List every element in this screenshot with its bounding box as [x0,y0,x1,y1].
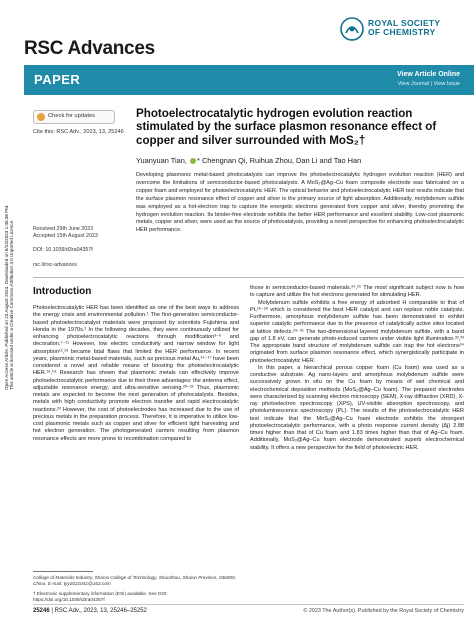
doi[interactable]: DOI: 10.1039/d3ra04357f [33,246,93,253]
page-footer-left [33,608,147,614]
author-list [136,156,464,165]
body-paragraph: Molybdenum sulfide exhibits a free energy of adsorbed H comparable to that of Pt,²⁶⁻²⁸ which is considered the best HER catalyst and can replace noble catalysts. Furthermore, amorphous molybdenum sulfide has been demonstrated to exhibit superior catalytic performance due to the presence of catalytically active sites located at lattice defects.²⁹⁻³¹ The two-dimensional layered molybdenum sulfide, with a band gap of 1.8 eV, can generate photo-induced carriers under visible light illumination.³²,³³ The appropriate band structure of molybdenum sulfide can trap the hot electrons³⁴ originated from surface plasmon resonance effect, which synergistically participate in photoelectrocatalytic HER. [250,299,464,364]
view-journal-issue-links[interactable]: View Journal | View Issue [397,81,460,87]
article-title: Photoelectrocatalytic hydrogen evolution reaction stimulated by the surface plasmon resonance effect of copper and silver surrounded with MoS₂† [136,107,437,147]
co-authors[interactable]: * Chengnan Qi, Ruihua Zhou, Dan Li and Tao Han [197,156,362,165]
orcid-icon[interactable] [190,158,196,164]
affiliation-footnote: College of Materials Industry, Shanxi College of Technology, Shuozhou, Shanxi Province, 036000, China. E-mail: tyy2021041@163.com [33,575,236,586]
received-date: Received 29th June 2023 [33,226,94,232]
update-check-icon [37,113,45,121]
right-column [250,285,464,452]
section-divider [33,277,464,278]
rsc-logo-icon [340,17,364,41]
open-access-notice[interactable]: Open Access Article. Published on 23 August 2023. Downloaded on 8/24/2023 1:46:36 PM. [4,204,9,390]
left-column [33,305,239,443]
view-article-online-link[interactable]: View Article Online [396,71,460,78]
copyright-notice: © 2023 The Author(s). Published by the Royal Society of Chemistry [303,608,464,614]
journal-name: RSC Advances [24,38,155,59]
abstract: Developing plasmonic metal-based photocatalysts can improve the photoelectrocatalytic hydrogen evolution reaction (HER) and overcome the limitations of semiconductor-based photocatalysts. A MoS₂@Ag–Cu foam composite electrode was fabricated on a copper foam and employed for photoelectrocatalytic HER. The optical behavior and photoelectrocatalytic HER test results indicate that the surface plasmon resonance effect of copper and silver is the primary source of light absorption. Additionally, molybdenum sulfide was employed as a hot-electron trap to capture the energetic electrons generated from copper and silver, thereby promoting the hydrogen evolution reaction. Its binder-free electrode exhibits the better HER performance and excellent stability. Low-cost plasmonic metals, copper and silver, were used as the source of photocatalysis, providing a novel perspective for enhancing photoelectrocatalytic HER performance. [136,172,464,234]
journal-reference: | RSC Adv., 2023, 13, 25246–25252 [49,608,147,614]
article-type-banner [24,65,474,95]
article-type-label: PAPER [34,72,81,87]
article-history [33,226,128,254]
body-paragraph: those in semiconductor-based materials.²⁴,²⁵ The most significant subject now is how to capture and utilize the hot electrons generated for stimulating HER. [250,285,464,299]
journal-link[interactable]: rsc.li/rsc-advances [33,262,77,268]
citation-line: Cite this: RSC Adv., 2023, 13, 25246 [33,129,124,135]
open-access-sidebar [4,140,20,390]
body-paragraph: In this paper, a hierarchical porous copper foam (Cu foam) was used as a conductive substrate. Ag nano-layers and amorphous molybdenum sulfide were successively grown in situ on the Cu foam by means of wet chemical and electrochemical deposition methods (MoS₂@Ag–Cu foam). The prepared electrodes were characterized by scanning electron microscopy (SEM), X-ray diffraction (XRD), X-ray photoelectron spectroscopy (XPS), UV-visible absorption spectroscopy, and photoluminescence spectroscopy (PL). The results of the photoelectrocatalytic HER test indicate that the MoS₂@Ag–Cu foam electrode exhibits the strongest photoelectrocatalytic performance, with a photo response current density (Δj) 2.88 times higher than that of Cu foam and 1.83 times higher than that of Ag–Cu foam. Additionally, MoS₂@Ag–Cu foam electrode demonstrated superb electrochemical stability. It offers a new perspective for the field of photoelectric HER. [250,364,464,451]
check-for-updates-button[interactable] [33,110,115,124]
publisher-name: ROYAL SOCIETY OF CHEMISTRY [368,18,441,37]
accepted-date: Accepted 15th August 2023 [33,233,98,240]
page-number: 25246 [33,608,50,614]
introduction-heading: Introduction [33,286,92,297]
check-for-updates-label: Check for updates [48,113,96,119]
publisher-logo[interactable] [340,14,470,44]
footer-divider [33,604,464,605]
licence-notice[interactable]: This article is licensed under a Creative Commons Attribution 3.0 Unported Licence. [9,219,15,390]
esi-footnote[interactable]: † Electronic supplementary information (ESI) available. See DOI: https://doi.org/10.1039/d3ra04357f [33,591,168,602]
first-author[interactable]: Yuanyuan Tian, [136,156,187,165]
footnote-divider [33,571,93,572]
body-paragraph: Photoelectrocatalytic HER has been identified as one of the best ways to address the energy crisis and environmental pollution.¹ The first-generation semiconductor-based photoelectrocatalyst materials were proposed by scientists Fujishima and Honda in the 1970s.² In the following decades, they were continuously utilized for enhancing photoelectrocatalytic reactions through modification³⁻⁶ and decoration.⁷⁻¹¹ However, low electric conductivity and narrow window for light absorption¹²,¹³ became fatal flaws that limited the HER performance. In recent years, plasmonic metal-based materials, such as precious metal Au,¹⁴⁻¹⁷ have been considered a novel and reliable means of boosting the photoelectrocatalytic HER.¹⁸,¹⁹ Research has shown that plasmonic metals can effectively improve photoelectrocatalytic performance due to their three advantages: the antenna effect, adjustable resonance energy, and ultra-sensitive sensing.²⁰⁻²² Thus, plasmonic metals are expected to become the next generation of photocatalysts. Besides, metals with high conductivity promote electron transfer and rapid electrocatalytic reactions.²³ However, the cost of photoelectrodes has increased due to the use of precious metals in the preparation process. Therefore, it is imperative to utilize low-cost plasmonic metals such as copper and silver for efficient light harvesting and hot electron generation. The photogenerated carriers resulting from plasmon resonance effects are more prone to recombination compared to [33,305,239,442]
